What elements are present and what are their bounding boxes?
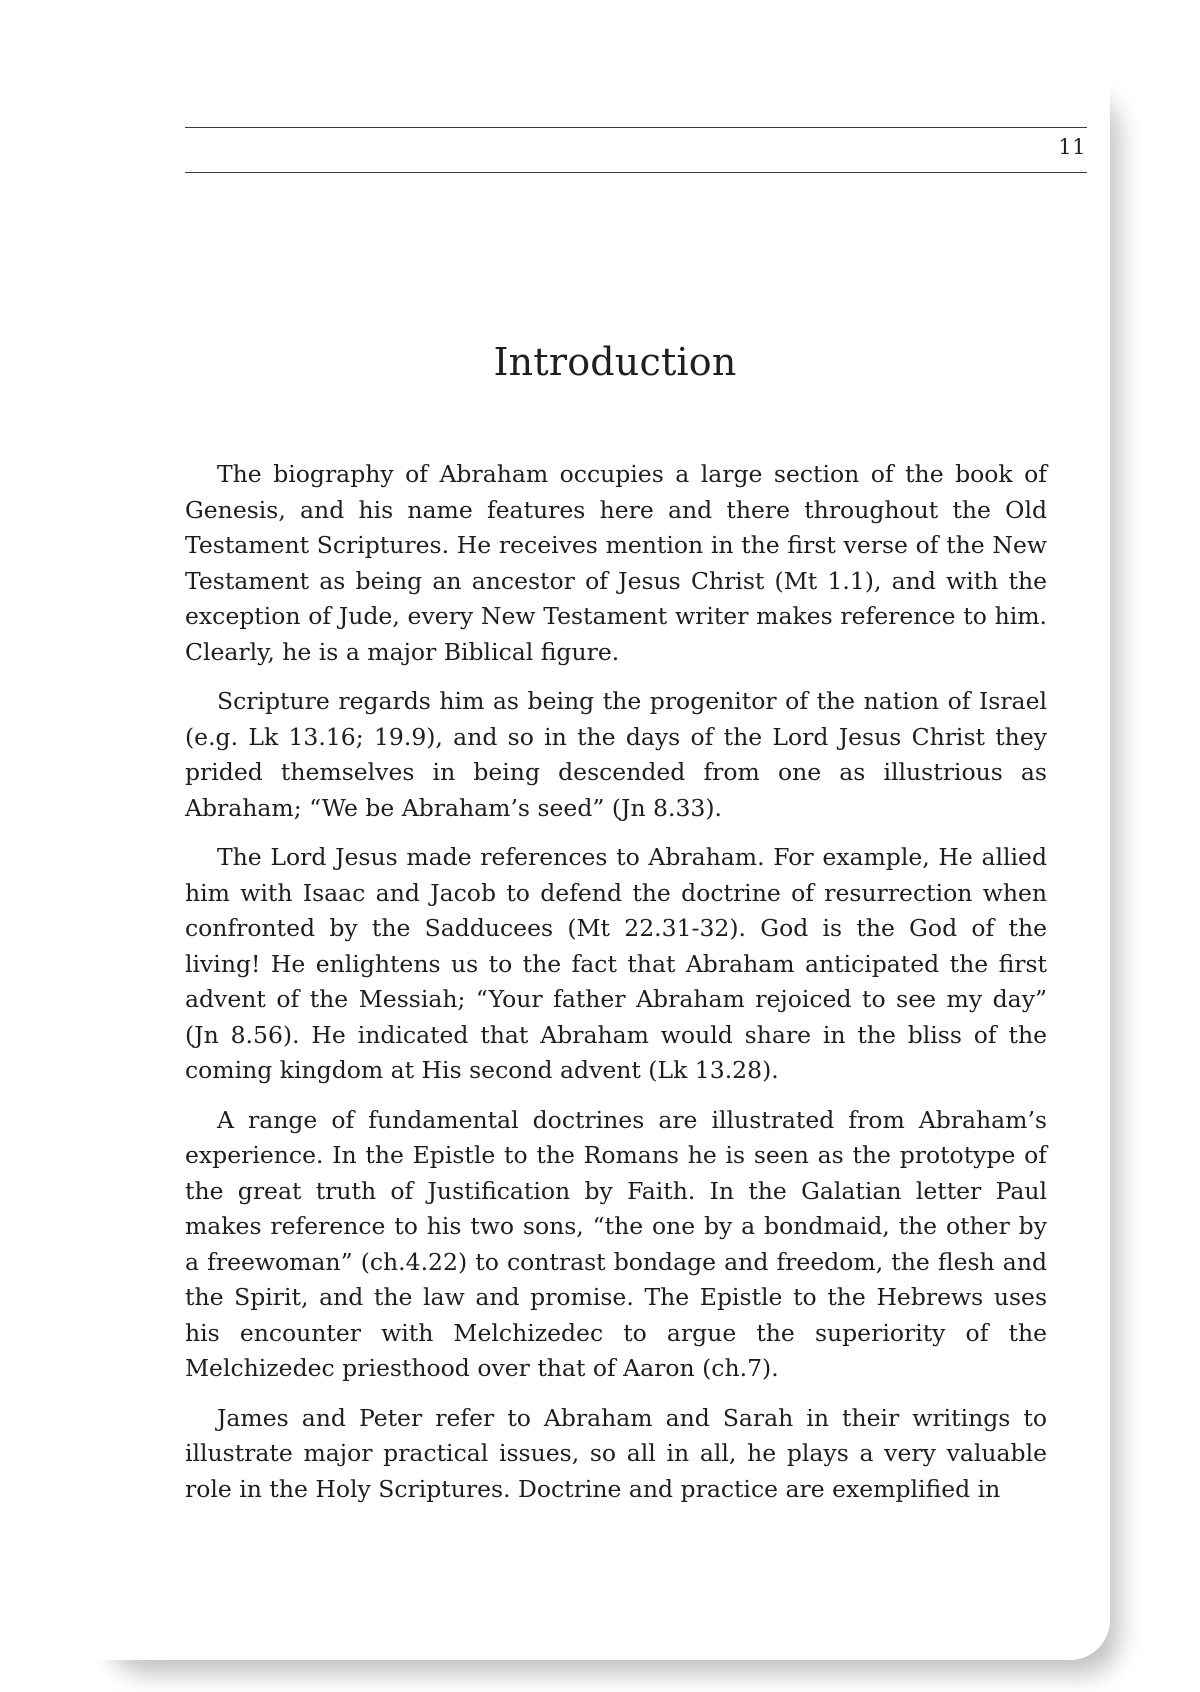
paragraph: The Lord Jesus made references to Abraham. For example, He allied him with Isaac and Jacob to defend the doctrine of resurrection when confronted by the Sadducees (Mt 22.31-32). God is the God of the living! He enlightens us to the fact that Abraham anticipated the first advent of the Messiah; “Your father Abraham rejoiced to see my day” (Jn 8.56). He indicated that Abraham would share in the bliss of the coming kingdom at His second advent (Lk 13.28). [185,843,1047,1084]
paragraph: The biography of Abraham occupies a large section of the book of Genesis, and his name features here and there throughout the Old Testament Scriptures. He receives mention in the first verse of the New Testament as being an ancestor of Jesus Christ (Mt 1.1), and with the exception of Jude, every New Testament writer makes reference to him. Clearly, he is a major Biblical figure. [185,460,1047,666]
paragraph: Scripture regards him as being the progenitor of the nation of Israel (e.g. Lk 13.16; 19.9), and so in the days of the Lord Jesus Christ they prided themselves in being descended from one as illustrious as Abraham; “We be Abraham’s seed” (Jn 8.33). [185,687,1047,822]
paragraph: A range of fundamental doctrines are illustrated from Abraham’s experience. In the Epistle to the Romans he is seen as the prototype of the great truth of Justification by Faith. In the Galatian letter Paul makes reference to his two sons, “the one by a bondmaid, the other by a freewoman” (ch.4.22) to contrast bondage and freedom, the flesh and the Spirit, and the law and promise. The Epistle to the Hebrews uses his encounter with Melchizedec to argue the superiority of the Melchizedec priesthood over that of Aaron (ch.7). [185,1105,1047,1382]
chapter-title: Introduction [493,340,737,384]
paragraph: James and Peter refer to Abraham and Sarah in their writings to illustrate major practical issues, so all in all, he plays a very valuable role in the Holy Scriptures. Doctrine and practice are exemplified in [185,1403,1047,1503]
header-rule-bottom [185,172,1087,173]
page-number: 11 [1058,135,1086,159]
body-text [185,457,1047,1521]
header-rule-top [185,127,1087,128]
